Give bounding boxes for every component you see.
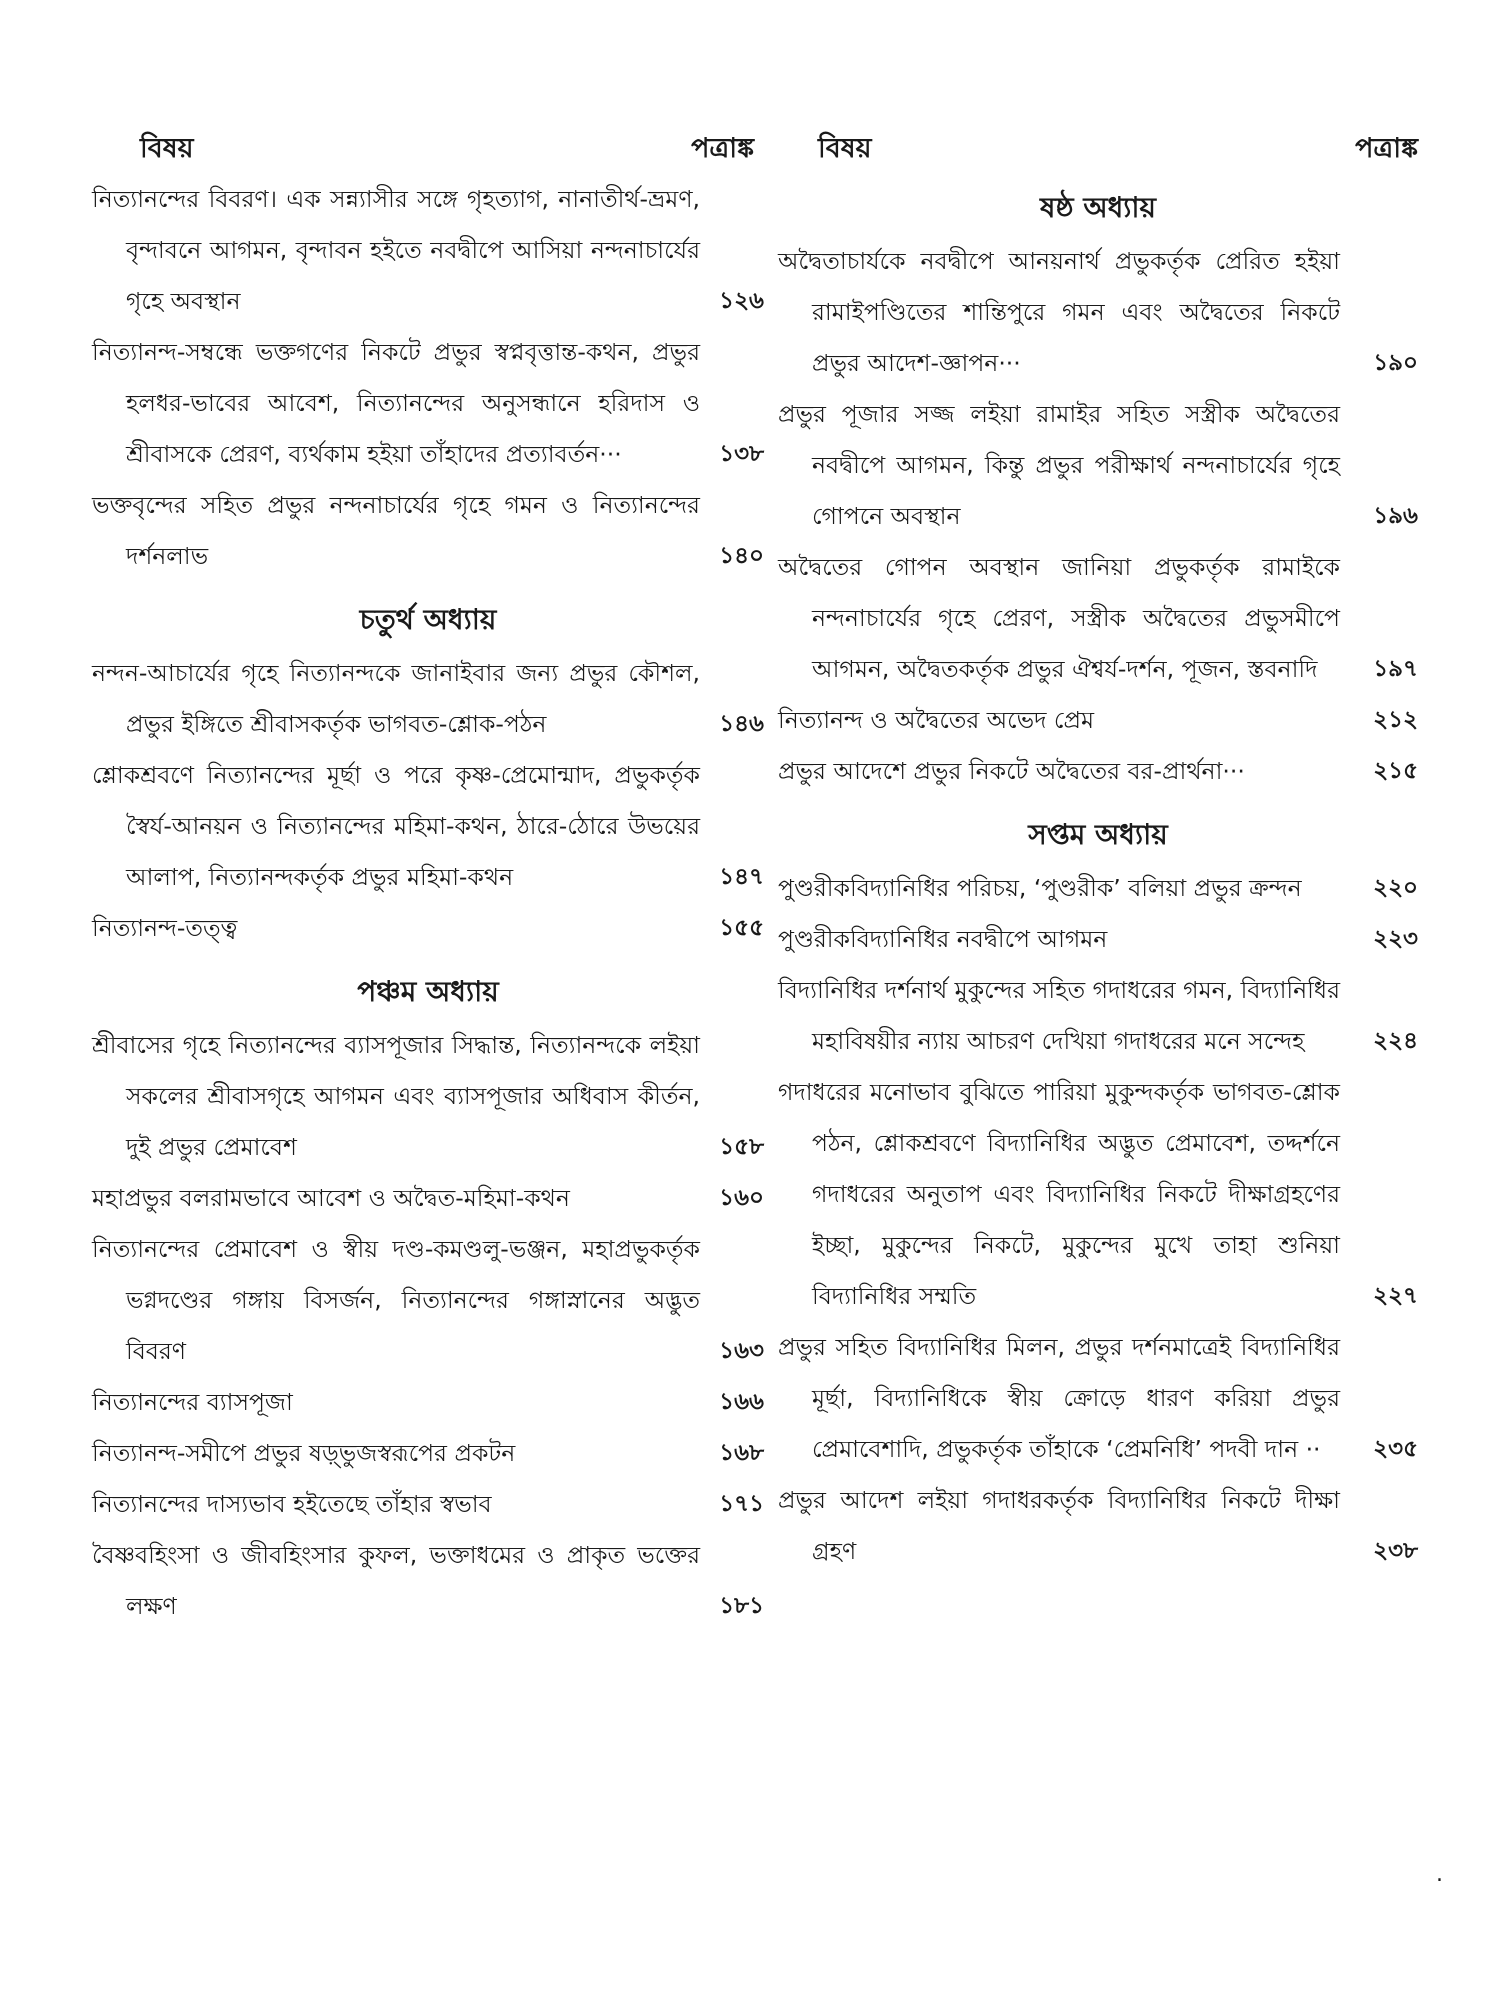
entry-page-number: ২১২ [1373,707,1418,733]
entry-text: নিত্যানন্দ-সমীপে প্রভুর ষড়্‌ভুজস্বরূপের প্রকটন [92,1439,516,1467]
entry-page-number: ১৯৬ [1373,503,1418,529]
subject-heading: বিষয় [140,133,194,164]
entry-page-number: ১৮১ [719,1593,764,1619]
entry-text: পুণ্ডরীকবিদ্যানিধির নবদ্বীপে আগমন [778,925,1108,953]
toc-entry [778,389,1418,542]
page-number-heading: পত্রাঙ্ক [1355,133,1418,164]
chapter-heading: সপ্তম অধ্যায় [1028,818,1168,851]
toc-entry [778,695,1418,746]
entry-text: মহাপ্রভুর বলরামভাবে আবেশ ও অদ্বৈত-মহিমা-কথন [92,1184,570,1212]
entry-text: গদাধরের মনোভাব বুঝিতে পারিয়া মুকুন্দকর্তৃক ভাগবত-শ্লোক পঠন, শ্লোকশ্রবণে বিদ্যানিধির অদ্ভুত প্রেমাবেশ, তদ্দর্শনে গদাধরের অনুতাপ এবং বিদ্যানিধির নিকটে দীক্ষাগ্রহণের ইচ্ছা, মুকুন্দের নিকটে, মুকুন্দের মুখে তাহা শুনিয়া বিদ্যানিধির সম্মতি [778,1078,1340,1310]
entry-text: প্রভুর আদেশ লইয়া গদাধরকর্তৃক বিদ্যানিধির নিকটে দীক্ষা গ্রহণ [778,1486,1340,1565]
entry-text: বিদ্যানিধির দর্শনার্থ মুকুন্দের সহিত গদাধরের গমন, বিদ্যানিধির মহাবিষয়ীর ন্যায় আচরণ দেখিয়া গদাধরের মনে সন্দেহ [778,976,1340,1055]
entry-text: বৈষ্ণবহিংসা ও জীবহিংসার কুফল, ভক্তাধমের ও প্রাকৃত ভক্তের লক্ষণ [92,1541,700,1620]
toc-entry [92,327,764,480]
toc-entry [778,542,1418,695]
entry-text: পুণ্ডরীকবিদ্যানিধির পরিচয়, ‘পুণ্ডরীক’ বলিয়া প্রভুর ক্রন্দন [778,874,1302,902]
toc-entry [778,236,1418,389]
chapter-heading: ষষ্ঠ অধ্যায় [1039,191,1157,224]
entry-page-number: ২২৪ [1373,1028,1418,1054]
toc-entry [778,1475,1418,1577]
entry-page-number: ১৬৬ [719,1389,764,1415]
toc-entry [92,1173,764,1224]
entry-page-number: ২২০ [1373,875,1418,901]
toc-entry [92,648,764,750]
subject-heading: বিষয় [818,133,872,164]
entry-page-number: ১৭১ [719,1491,764,1517]
toc-entry [778,1067,1418,1322]
entry-page-number: ১৪৭ [719,864,764,890]
entry-page-number: ১৬৩ [719,1338,764,1364]
entry-page-number: ১৯৭ [1373,656,1418,682]
stray-mark: . [1436,1862,1443,1887]
entry-page-number: ১৩৮ [719,441,764,467]
entry-page-number: ১২৬ [719,288,764,314]
entry-page-number: ১৯০ [1373,350,1418,376]
entry-text: ভক্তবৃন্দের সহিত প্রভুর নন্দনাচার্যের গৃহে গমন ও নিত্যানন্দের দর্শনলাভ [92,491,700,570]
entry-text: প্রভুর আদেশে প্রভুর নিকটে অদ্বৈতের বর-প্রার্থনা··· [778,757,1245,785]
entry-text: নিত্যানন্দ-তত্ত্ব [92,914,238,942]
entry-text: অদ্বৈতের গোপন অবস্থান জানিয়া প্রভুকর্তৃক রামাইকে নন্দনাচার্যের গৃহে প্রেরণ, সস্ত্রীক অদ্বৈতের প্রভুসমীপে আগমন, অদ্বৈতকর্তৃক প্রভুর ঐশ্বর্য-দর্শন, পূজন, স্তবনাদি [778,553,1340,683]
toc-entry [92,1020,764,1173]
entry-text: নিত্যানন্দের দাস্যভাব হইতেছে তাঁহার স্বভাব [92,1490,492,1518]
toc-entry [778,746,1418,797]
right-column [778,128,1418,1577]
toc-entry [778,914,1418,965]
entry-text: নন্দন-আচার্যের গৃহে নিত্যানন্দকে জানাইবার জন্য প্রভুর কৌশল, প্রভুর ইঙ্গিতে শ্রীবাসকর্তৃক ভাগবত-শ্লোক-পঠন [92,659,700,738]
entry-page-number: ২১৫ [1373,758,1418,784]
entry-text: শ্লোকশ্রবণে নিত্যানন্দের মূর্ছা ও পরে কৃষ্ণ-প্রেমোন্মাদ, প্রভুকর্তৃক স্বৈর্য-আনয়ন ও নিত্যানন্দের মহিমা-কথন, ঠারে-ঠোরে উভয়ের আলাপ, নিত্যানন্দকর্তৃক প্রভুর মহিমা-কথন [92,761,700,891]
entry-page-number: ২৩৮ [1373,1538,1418,1564]
right-column-header [778,128,1418,170]
toc-entry [92,480,764,582]
entry-page-number: ১৪০ [719,543,764,569]
entry-text: শ্রীবাসের গৃহে নিত্যানন্দের ব্যাসপূজার সিদ্ধান্ত, নিত্যানন্দকে লইয়া সকলের শ্রীবাসগৃহে আগমন এবং ব্যাসপূজার অধিবাস কীর্তন, দুই প্রভুর প্রেমাবেশ [92,1031,700,1161]
left-column-entries [92,174,764,1632]
entry-text: নিত্যানন্দের প্রেমাবেশ ও স্বীয় দণ্ড-কমণ্ডলু-ভঞ্জন, মহাপ্রভুকর্তৃক ভগ্নদণ্ডের গঙ্গায় বিসর্জন, নিত্যানন্দের গঙ্গাস্নানের অদ্ভুত বিবরণ [92,1235,700,1365]
toc-entry [778,863,1418,914]
entry-page-number: ২২৭ [1373,1283,1418,1309]
entry-page-number: ১৪৬ [719,711,764,737]
entry-page-number: ১৬৮ [719,1440,764,1466]
entry-page-number: ১৫৫ [719,915,764,941]
toc-entry [92,1428,764,1479]
toc-entry [92,750,764,903]
page-number-heading: পত্রাঙ্ক [691,133,754,164]
entry-text: নিত্যানন্দের বিবরণ। এক সন্ন্যাসীর সঙ্গে গৃহত্যাগ, নানাতীর্থ-ভ্রমণ, বৃন্দাবনে আগমন, বৃন্দাবন হইতে নবদ্বীপে আসিয়া নন্দনাচার্যের গৃহে অবস্থান [92,185,700,315]
toc-entry [92,1224,764,1377]
chapter-heading: চতুর্থ অধ্যায় [359,603,497,636]
chapter-heading: পঞ্চম অধ্যায় [357,975,499,1008]
toc-entry [92,1530,764,1632]
right-column-entries [778,180,1418,1577]
entry-text: প্রভুর পূজার সজ্জ লইয়া রামাইর সহিত সস্ত্রীক অদ্বৈতের নবদ্বীপে আগমন, কিন্তু প্রভুর পরীক্ষার্থ নন্দনাচার্যের গৃহে গোপনে অবস্থান [778,400,1340,530]
toc-entry [92,1479,764,1530]
entry-text: নিত্যানন্দ-সম্বন্ধে ভক্তগণের নিকটে প্রভুর স্বপ্নবৃত্তান্ত-কথন, প্রভুর হলধর-ভাবের আবেশ, নিত্যানন্দের অনুসন্ধানে হরিদাস ও শ্রীবাসকে প্রেরণ, ব্যর্থকাম হইয়া তাঁহাদের প্রত্যাবর্তন··· [92,338,700,468]
entry-text: অদ্বৈতাচার্যকে নবদ্বীপে আনয়নার্থ প্রভুকর্তৃক প্রেরিত হইয়া রামাইপণ্ডিতের শান্তিপুরে গমন এবং অদ্বৈতের নিকটে প্রভুর আদেশ-জ্ঞাপন··· [778,247,1340,377]
toc-entry [92,903,764,954]
entry-text: নিত্যানন্দ ও অদ্বৈতের অভেদ প্রেম [778,706,1095,734]
toc-entry [92,174,764,327]
entry-text: নিত্যানন্দের ব্যাসপূজা [92,1388,293,1416]
left-column-header [92,128,764,170]
entry-page-number: ১৫৮ [719,1134,764,1160]
left-column [92,128,764,1632]
toc-entry [778,1322,1418,1475]
toc-entry [92,1377,764,1428]
toc-entry [778,965,1418,1067]
entry-page-number: ২৩৫ [1373,1436,1418,1462]
entry-page-number: ১৬০ [719,1185,764,1211]
entry-text: প্রভুর সহিত বিদ্যানিধির মিলন, প্রভুর দর্শনমাত্রেই বিদ্যানিধির মূর্ছা, বিদ্যানিধিকে স্বীয় ক্রোড়ে ধারণ করিয়া প্রভুর প্রেমাবেশাদি, প্রভুকর্তৃক তাঁহাকে ‘প্রেমনিধি’ পদবী দান ·· [778,1333,1340,1463]
entry-page-number: ২২৩ [1373,926,1418,952]
